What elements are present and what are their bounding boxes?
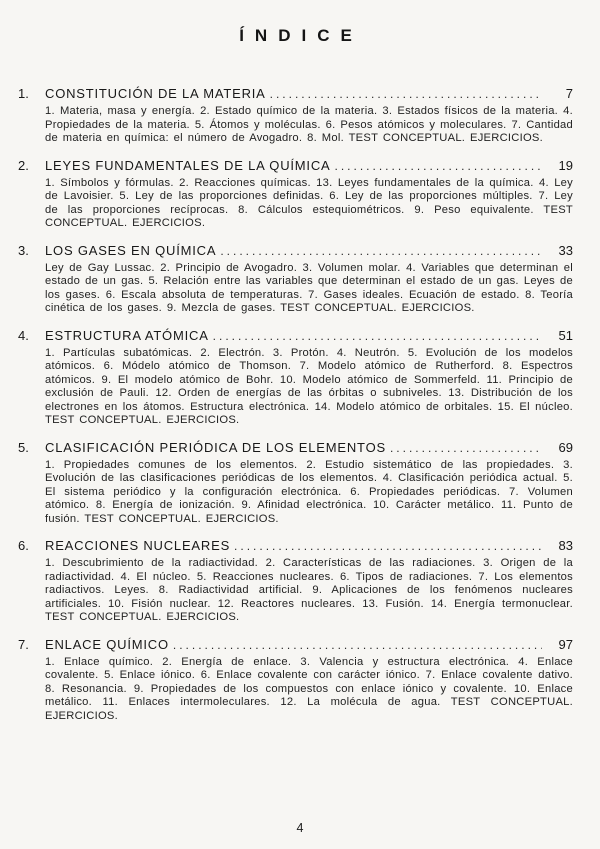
chapter-page-number: 83 — [558, 538, 573, 553]
dot-leader — [213, 328, 542, 343]
footer-page-number: 4 — [296, 821, 304, 835]
chapter-number: 5. — [18, 439, 29, 455]
dot-leader — [390, 440, 542, 455]
chapter-page-number: 51 — [558, 327, 573, 343]
chapter-title: CLASIFICACIÓN PERIÓDICA DE LOS ELEMENTOS — [45, 439, 386, 455]
chapter-title: LOS GASES EN QUÍMICA — [45, 242, 217, 258]
dot-leader — [335, 158, 543, 173]
chapter-heading — [18, 86, 573, 101]
chapter-page-number: 7 — [565, 86, 573, 101]
page-title: ÍNDICE — [239, 26, 363, 45]
toc-entry — [18, 158, 573, 231]
chapter-number: 1. — [18, 86, 29, 101]
chapter-title: ENLACE QUÍMICO — [45, 636, 169, 652]
chapter-description: Ley de Gay Lussac. 2. Principio de Avogadro. 3. Volumen molar. 4. Variables que determinan el estado de un gas. 5. Relación entre las variables que determinan el estado de un gas. Leyes de los gases. 6. Escala absoluta de temperaturas. 7. Gases ideales. Ecuación de estado. 8. Teoría cinética de los gases. 9. Mezcla de gases. TEST CONCEPTUAL. EJERCICIOS. — [45, 261, 573, 314]
chapter-heading — [18, 158, 573, 173]
chapter-number: 7. — [18, 636, 29, 652]
chapter-page-number: 97 — [558, 636, 573, 652]
chapter-heading — [18, 440, 573, 455]
chapter-description: 1. Propiedades comunes de los elementos. 2. Estudio sistemático de las propiedades. 3. Evolución de las clasificaciones periódicas de los elementos. 4. Clasificación periódica actual. 5. El sistema periódico y la configuración electrónica. 6. Propiedades periódicas. 7. Volumen atómico. 8. Energía de ionización. 9. Afinidad electrónica. 10. Carácter metálico. 11. Punto de fusión. TEST CONCEPTUAL. EJERCICIOS. — [45, 458, 573, 525]
chapter-description: 1. Descubrimiento de la radiactividad. 2. Características de las radiaciones. 3. Origen de la radiactividad. 4. El núcleo. 5. Reacciones nucleares. 6. Tipos de radiaciones. 7. Los elementos radiactivos. Leyes. 8. Radiactividad artificial. 9. Aplicaciones de los fenómenos nucleares artificiales. 10. Fisión nuclear. 12. Reactores nucleares. 13. Fusión. 14. Energía termonuclear. TEST CONCEPTUAL. EJERCICIOS. — [45, 557, 573, 623]
chapter-title: CONSTITUCIÓN DE LA MATERIA — [45, 86, 266, 101]
chapter-description: 1. Partículas subatómicas. 2. Electrón. 3. Protón. 4. Neutrón. 5. Evolución de los modelos atómicos. 6. Módelo atómico de Thomson. 7. Modelo atómico de Rutherford. 8. Espectros atómicos. 9. El modelo atómico de Bohr. 10. Modelo atómico de Sommerfeld. 11. Principio de exclusión de Pauli. 12. Orden de energías de las órbitas o subniveles. 13. Distribución de los electrones en los átomos. Estructura electrónica. 14. Modelo atómico de orbitales. 15. El núcleo. TEST CONCEPTUAL. EJERCICIOS. — [45, 346, 573, 426]
dot-leader — [270, 86, 542, 101]
chapter-page-number: 69 — [558, 439, 573, 455]
toc-entry — [18, 328, 573, 428]
chapter-description: 1. Enlace químico. 2. Energía de enlace. 3. Valencia y estructura electrónica. 4. Enlace covalente. 5. Enlace iónico. 6. Enlace covalente con carácter iónico. 7. Enlace covalente dativo. 8. Resonancia. 9. Propiedades de los compuestos con enlace iónico y covalente. 10. Enlace metálico. 11. Enlaces intermoleculares. 12. La molécula de agua. TEST CONCEPTUAL. EJERCICIOS. — [45, 655, 573, 722]
chapter-heading — [18, 538, 573, 553]
chapter-number: 6. — [18, 538, 29, 553]
chapter-title: ESTRUCTURA ATÓMICA — [45, 327, 209, 343]
chapter-description: 1. Símbolos y fórmulas. 2. Reacciones químicas. 13. Leyes fundamentales de la química. 4. Ley de Lavoisier. 5. Ley de las proporciones definidas. 6. Ley de las proporciones múltiples. 7. Ley de las proporciones recíprocas. 8. Cálculos estequiométricos. 9. Peso equivalente. TEST CONCEPTUAL. EJERCICIOS. — [45, 176, 573, 229]
chapter-description: 1. Materia, masa y energía. 2. Estado químico de la materia. 3. Estados físicos de la materia. 4. Propiedades de la materia. 5. Átomos y moléculas. 6. Pesos atómicos y moleculares. 7. Cantidad de materia en química: el número de Avogadro. 8. Mol. TEST CONCEPTUAL. EJERCICIOS. — [45, 105, 573, 144]
chapter-heading — [18, 243, 573, 258]
dot-leader — [220, 243, 542, 258]
toc-entry — [18, 538, 573, 625]
table-of-contents — [18, 86, 573, 723]
chapter-page-number: 33 — [558, 242, 573, 258]
chapter-title: LEYES FUNDAMENTALES DE LA QUÍMICA — [45, 157, 331, 173]
chapter-number: 3. — [18, 242, 29, 258]
chapter-number: 2. — [18, 157, 29, 173]
chapter-title: REACCIONES NUCLEARES — [45, 538, 231, 553]
chapter-heading — [18, 328, 573, 343]
chapter-number: 4. — [18, 327, 29, 343]
toc-entry — [18, 86, 573, 146]
toc-entry — [18, 440, 573, 527]
dot-leader — [173, 637, 542, 652]
chapter-page-number: 19 — [558, 157, 573, 173]
chapter-heading — [18, 637, 573, 652]
toc-entry — [18, 637, 573, 724]
dot-leader — [234, 538, 542, 553]
toc-entry — [18, 243, 573, 316]
